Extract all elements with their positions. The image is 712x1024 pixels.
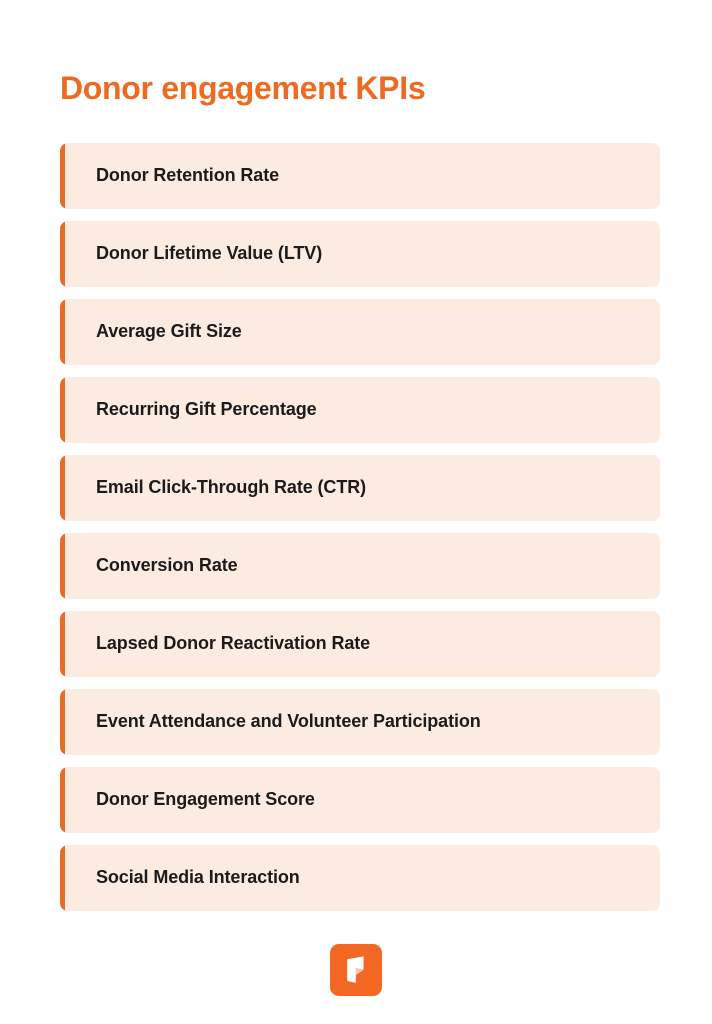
accent-bar-icon — [60, 221, 65, 287]
kpi-list — [60, 143, 660, 923]
accent-bar-icon — [60, 455, 65, 521]
kpi-label: Recurring Gift Percentage — [96, 399, 317, 420]
page-title: Donor engagement KPIs — [60, 70, 426, 107]
accent-bar-icon — [60, 767, 65, 833]
kpi-label: Social Media Interaction — [96, 867, 300, 888]
kpi-label: Email Click-Through Rate (CTR) — [96, 477, 367, 498]
kpi-label: Conversion Rate — [96, 555, 238, 576]
accent-bar-icon — [60, 611, 65, 677]
accent-bar-icon — [60, 533, 65, 599]
accent-bar-icon — [60, 689, 65, 755]
accent-bar-icon — [60, 377, 65, 443]
list-item[interactable] — [60, 455, 660, 521]
accent-bar-icon — [60, 143, 65, 209]
list-item[interactable] — [60, 845, 660, 911]
accent-bar-icon — [60, 299, 65, 365]
brand-logo — [330, 944, 382, 996]
accent-bar-icon — [60, 845, 65, 911]
kpi-label: Donor Lifetime Value (LTV) — [96, 243, 323, 264]
kpi-label: Lapsed Donor Reactivation Rate — [96, 633, 371, 654]
kpi-label: Average Gift Size — [96, 321, 242, 342]
list-item[interactable] — [60, 377, 660, 443]
kpi-label: Donor Retention Rate — [96, 165, 280, 186]
list-item[interactable] — [60, 143, 660, 209]
kpi-label: Donor Engagement Score — [96, 789, 315, 810]
list-item[interactable] — [60, 611, 660, 677]
list-item[interactable] — [60, 299, 660, 365]
list-item[interactable] — [60, 767, 660, 833]
kpi-label: Event Attendance and Volunteer Participation — [96, 711, 481, 732]
list-item[interactable] — [60, 689, 660, 755]
list-item[interactable] — [60, 533, 660, 599]
folded-page-p-logo-icon — [330, 944, 382, 996]
list-item[interactable] — [60, 221, 660, 287]
